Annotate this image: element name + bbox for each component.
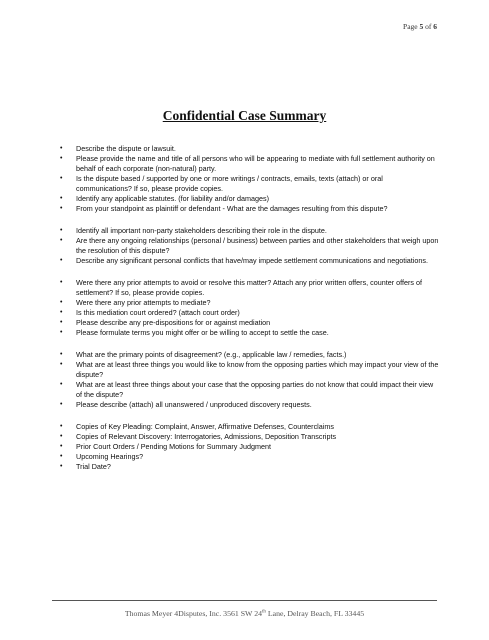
bullet-text: Is the dispute based / supported by one or more writings / contracts, emails, texts (attach) or oral communications? If so, please provide copies. xyxy=(76,174,383,193)
bullet-icon: • xyxy=(60,361,63,368)
bullet-text: From your standpoint as plaintiff or defendant - What are the damages resulting from this dispute? xyxy=(76,204,388,213)
bullet-text: Are there any ongoing relationships (personal / business) between parties and other stakeholders that weigh upon the resolution of this dispute? xyxy=(76,236,439,255)
bullet-section xyxy=(58,422,440,472)
bullet-icon: • xyxy=(60,423,63,430)
question-sections xyxy=(58,144,440,472)
bullet-text: Were there any prior attempts to mediate? xyxy=(76,298,211,307)
bullet-icon: • xyxy=(60,155,63,162)
page-number: Page 5 of 6 xyxy=(403,22,437,31)
bullet-item xyxy=(58,278,440,298)
bullet-text: Copies of Relevant Discovery: Interrogatories, Admissions, Deposition Transcripts xyxy=(76,432,337,441)
bullet-text: Identify any applicable statutes. (for liability and/or damages) xyxy=(76,194,269,203)
bullet-icon: • xyxy=(60,453,63,460)
bullet-item xyxy=(58,328,440,338)
bullet-text: Identify all important non-party stakeholders describing their role in the dispute. xyxy=(76,226,327,235)
bullet-icon: • xyxy=(60,195,63,202)
bullet-text: Prior Court Orders / Pending Motions for Summary Judgment xyxy=(76,442,271,451)
bullet-item xyxy=(58,298,440,308)
bullet-icon: • xyxy=(60,205,63,212)
bullet-text: Describe the dispute or lawsuit. xyxy=(76,144,176,153)
bullet-icon: • xyxy=(60,401,63,408)
bullet-section xyxy=(58,226,440,266)
bullet-icon: • xyxy=(60,175,63,182)
bullet-text: Please describe any pre-dispositions for or against mediation xyxy=(76,318,271,327)
bullet-item xyxy=(58,380,440,400)
bullet-text: Were there any prior attempts to avoid or resolve this matter? Attach any prior written offers, counter offers of settlement? If so, please provide copies. xyxy=(76,278,422,297)
bullet-text: Describe any significant personal conflicts that have/may impede settlement communications and negotiations. xyxy=(76,256,428,265)
bullet-item xyxy=(58,256,440,266)
bullet-item xyxy=(58,174,440,194)
bullet-item xyxy=(58,452,440,462)
bullet-item xyxy=(58,204,440,214)
bullet-icon: • xyxy=(60,381,63,388)
bullet-text: Upcoming Hearings? xyxy=(76,452,144,461)
bullet-text: What are at least three things you would like to know from the opposing parties which may impact your view of the dispute? xyxy=(76,360,439,379)
bullet-icon: • xyxy=(60,237,63,244)
bullet-text: What are the primary points of disagreement? (e.g., applicable law / remedies, facts.) xyxy=(76,350,347,359)
bullet-text: Please formulate terms you might offer or be willing to accept to settle the case. xyxy=(76,328,329,337)
bullet-section xyxy=(58,350,440,410)
bullet-item xyxy=(58,226,440,236)
bullet-icon: • xyxy=(60,443,63,450)
bullet-icon: • xyxy=(60,279,63,286)
bullet-text: Trial Date? xyxy=(76,462,111,471)
bullet-item xyxy=(58,194,440,204)
bullet-icon: • xyxy=(60,351,63,358)
bullet-icon: • xyxy=(60,433,63,440)
footer-address: Thomas Meyer 4Disputes, Inc. 3561 SW 24th Lane, Delray Beach, FL 33445 xyxy=(124,609,365,618)
bullet-text: Copies of Key Pleading: Complaint, Answer, Affirmative Defenses, Counterclaims xyxy=(76,422,334,431)
bullet-text: Is this mediation court ordered? (attach court order) xyxy=(76,308,240,317)
bullet-section xyxy=(58,144,440,214)
bullet-item xyxy=(58,154,440,174)
bullet-item xyxy=(58,400,440,410)
bullet-item xyxy=(58,422,440,432)
bullet-section xyxy=(58,278,440,338)
bullet-icon: • xyxy=(60,299,63,306)
bullet-item xyxy=(58,318,440,328)
bullet-icon: • xyxy=(60,309,63,316)
bullet-icon: • xyxy=(60,145,63,152)
bullet-item xyxy=(58,308,440,318)
bullet-item xyxy=(58,144,440,154)
bullet-item xyxy=(58,350,440,360)
document-title: Confidential Case Summary xyxy=(162,108,327,123)
bullet-text: Please describe (attach) all unanswered / unproduced discovery requests. xyxy=(76,400,312,409)
footer-divider xyxy=(52,600,437,601)
bullet-icon: • xyxy=(60,227,63,234)
bullet-item xyxy=(58,432,440,442)
bullet-item xyxy=(58,360,440,380)
bullet-icon: • xyxy=(60,257,63,264)
bullet-item xyxy=(58,236,440,256)
bullet-text: Please provide the name and title of all persons who will be appearing to mediate with full settlement authority on behalf of each corporate (non-natural) party. xyxy=(76,154,435,173)
bullet-icon: • xyxy=(60,319,63,326)
bullet-icon: • xyxy=(60,329,63,336)
bullet-item xyxy=(58,462,440,472)
bullet-item xyxy=(58,442,440,452)
bullet-text: What are at least three things about your case that the opposing parties do not know that could impact their view of the dispute? xyxy=(76,380,434,399)
bullet-icon: • xyxy=(60,463,63,470)
